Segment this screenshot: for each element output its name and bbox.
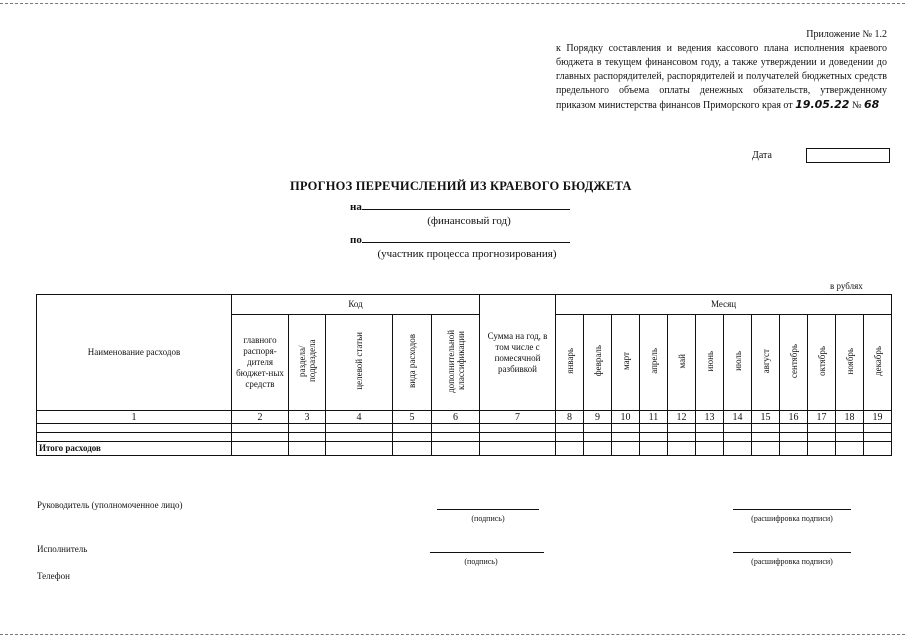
cell-empty[interactable] xyxy=(696,442,724,456)
cell-empty[interactable] xyxy=(640,442,668,456)
table-row xyxy=(37,424,892,433)
cell-empty[interactable] xyxy=(480,424,556,433)
col-num: 4 xyxy=(326,411,393,424)
header-month-apr xyxy=(640,315,668,411)
header-month-dec xyxy=(864,315,892,411)
col-num: 8 xyxy=(556,411,584,424)
cell-empty[interactable] xyxy=(668,433,696,442)
cell-empty[interactable] xyxy=(808,442,836,456)
cell-empty[interactable] xyxy=(864,433,892,442)
cell-empty[interactable] xyxy=(864,424,892,433)
cell-empty[interactable] xyxy=(393,424,432,433)
kod-section-text: раздела/ подраздела xyxy=(297,339,317,383)
handwritten-number: 68 xyxy=(863,98,880,111)
cell-empty[interactable] xyxy=(668,424,696,433)
col-num: 1 xyxy=(37,411,232,424)
handwritten-date: 19.05.22 xyxy=(795,98,850,111)
cell-empty[interactable] xyxy=(232,442,289,456)
col-num: 17 xyxy=(808,411,836,424)
cell-empty[interactable] xyxy=(326,424,393,433)
cell-empty[interactable] xyxy=(432,424,480,433)
cell-empty[interactable] xyxy=(836,424,864,433)
phone-label: Телефон xyxy=(37,571,70,581)
date-field[interactable] xyxy=(806,148,890,163)
head-label: Руководитель (уполномоченное лицо) xyxy=(37,500,183,510)
forecast-table xyxy=(36,294,892,456)
col-num: 9 xyxy=(584,411,612,424)
month-jul: июль xyxy=(732,351,743,371)
month-nov: ноябрь xyxy=(844,347,855,375)
cell-empty[interactable] xyxy=(752,442,780,456)
cell-empty[interactable] xyxy=(326,442,393,456)
cell-empty[interactable] xyxy=(640,433,668,442)
cell-empty[interactable] xyxy=(752,433,780,442)
month-feb: февраль xyxy=(592,345,603,377)
annex-body-text: к Порядку составления и ведения кассового плана исполнения краевого бюджета в текущем финансовом году, а также утверждении и доведении до главных распорядителей, распорядителей и получателей бюджетных средств предельного объема оплаты денежных обязательств, утвержденному приказом министерства финансов Приморского края от xyxy=(556,43,887,111)
cell-empty[interactable] xyxy=(864,442,892,456)
header-month-aug xyxy=(752,315,780,411)
year-prefix: на xyxy=(350,201,362,213)
total-label: Итого расходов xyxy=(37,442,232,456)
month-jan: январь xyxy=(564,348,575,374)
header-month: Месяц xyxy=(556,295,892,315)
header-month-mar xyxy=(612,315,640,411)
header-kod-type xyxy=(393,315,432,411)
month-apr: апрель xyxy=(648,348,659,374)
document-title: ПРОГНОЗ ПЕРЕЧИСЛЕНИЙ ИЗ КРАЕВОГО БЮДЖЕТА xyxy=(290,179,632,193)
header-kod-section xyxy=(289,315,326,411)
month-sep: сентябрь xyxy=(788,343,799,379)
executor-label: Исполнитель xyxy=(37,544,88,554)
cell-empty[interactable] xyxy=(37,433,232,442)
executor-signature-caption: (подпись) xyxy=(464,557,498,566)
kod-type-text: вида расходов xyxy=(407,334,417,388)
header-month-sep xyxy=(780,315,808,411)
date-label: Дата xyxy=(752,150,772,161)
month-jun: июнь xyxy=(704,350,715,372)
month-dec: декабрь xyxy=(872,346,883,376)
cell-empty[interactable] xyxy=(668,442,696,456)
cell-empty[interactable] xyxy=(612,424,640,433)
cell-empty[interactable] xyxy=(584,424,612,433)
year-caption: (финансовый год) xyxy=(427,215,511,227)
cell-empty[interactable] xyxy=(326,433,393,442)
unit-label: в рублях xyxy=(830,281,863,291)
col-num: 3 xyxy=(289,411,326,424)
col-num: 14 xyxy=(724,411,752,424)
cell-empty[interactable] xyxy=(232,424,289,433)
col-num: 19 xyxy=(864,411,892,424)
month-may: май xyxy=(676,353,687,369)
cell-empty[interactable] xyxy=(836,433,864,442)
month-oct: октябрь xyxy=(816,346,827,376)
month-aug: август xyxy=(760,348,771,374)
cell-empty[interactable] xyxy=(780,424,808,433)
cell-empty[interactable] xyxy=(724,442,752,456)
header-month-jun xyxy=(696,315,724,411)
scan-edge-bottom xyxy=(0,634,905,635)
col-num: 5 xyxy=(393,411,432,424)
cell-empty[interactable] xyxy=(289,442,326,456)
column-number-row xyxy=(37,411,892,424)
header-month-may xyxy=(668,315,696,411)
scan-edge-top xyxy=(0,3,905,4)
header-month-nov xyxy=(836,315,864,411)
executor-signature-line[interactable] xyxy=(430,552,544,553)
col-num: 11 xyxy=(640,411,668,424)
cell-empty[interactable] xyxy=(696,433,724,442)
table-row xyxy=(37,433,892,442)
cell-empty[interactable] xyxy=(612,442,640,456)
cell-empty[interactable] xyxy=(432,442,480,456)
col-num: 2 xyxy=(232,411,289,424)
cell-empty[interactable] xyxy=(556,433,584,442)
cell-empty[interactable] xyxy=(393,442,432,456)
col-num: 7 xyxy=(480,411,556,424)
cell-empty[interactable] xyxy=(724,424,752,433)
kod-extra-text: дополнительной классификации xyxy=(445,329,466,393)
cell-empty[interactable] xyxy=(780,442,808,456)
header-kod-main-manager: главного распоря-дителя бюджет-ных средств xyxy=(232,315,289,411)
header-kod: Код xyxy=(232,295,480,315)
annex-text xyxy=(556,42,887,113)
head-decode-caption: (расшифровка подписи) xyxy=(751,514,833,523)
cell-empty[interactable] xyxy=(432,433,480,442)
participant-line xyxy=(350,232,570,246)
cell-empty[interactable] xyxy=(612,433,640,442)
header-kod-extra xyxy=(432,315,480,411)
col-num: 13 xyxy=(696,411,724,424)
number-sign: № xyxy=(851,100,862,111)
cell-empty[interactable] xyxy=(556,424,584,433)
total-row xyxy=(37,442,892,456)
header-kod-target xyxy=(326,315,393,411)
participant-prefix: по xyxy=(350,234,362,246)
cell-empty[interactable] xyxy=(289,433,326,442)
month-mar: март xyxy=(620,352,631,370)
header-expense-name: Наименование расходов xyxy=(37,295,232,411)
header-month-jan xyxy=(556,315,584,411)
cell-empty[interactable] xyxy=(836,442,864,456)
annex-number: Приложение № 1.2 xyxy=(806,29,887,40)
head-signature-line[interactable] xyxy=(437,509,539,510)
col-num: 18 xyxy=(836,411,864,424)
header-month-feb xyxy=(584,315,612,411)
executor-decode-caption: (расшифровка подписи) xyxy=(751,557,833,566)
cell-empty[interactable] xyxy=(808,433,836,442)
cell-empty[interactable] xyxy=(480,433,556,442)
annex-block xyxy=(556,28,887,113)
cell-empty[interactable] xyxy=(584,433,612,442)
cell-empty[interactable] xyxy=(393,433,432,442)
cell-empty[interactable] xyxy=(752,424,780,433)
cell-empty[interactable] xyxy=(37,424,232,433)
cell-empty[interactable] xyxy=(556,442,584,456)
participant-caption: (участник процесса прогнозирования) xyxy=(377,248,557,260)
cell-empty[interactable] xyxy=(780,433,808,442)
header-month-oct xyxy=(808,315,836,411)
kod-target-text: целевой статьи xyxy=(354,332,364,390)
cell-empty[interactable] xyxy=(808,424,836,433)
cell-empty[interactable] xyxy=(724,433,752,442)
participant-field[interactable] xyxy=(362,232,570,243)
cell-empty[interactable] xyxy=(232,433,289,442)
cell-empty[interactable] xyxy=(480,442,556,456)
head-decode-line[interactable] xyxy=(733,509,851,510)
cell-empty[interactable] xyxy=(289,424,326,433)
col-num: 6 xyxy=(432,411,480,424)
col-num: 16 xyxy=(780,411,808,424)
cell-empty[interactable] xyxy=(696,424,724,433)
cell-empty[interactable] xyxy=(584,442,612,456)
head-signature-caption: (подпись) xyxy=(471,514,505,523)
header-sum: Сумма на год, в том числе с помесячной разбивкой xyxy=(480,295,556,411)
year-field[interactable] xyxy=(362,199,570,210)
year-line xyxy=(350,199,570,213)
col-num: 10 xyxy=(612,411,640,424)
executor-decode-line[interactable] xyxy=(733,552,851,553)
cell-empty[interactable] xyxy=(640,424,668,433)
col-num: 12 xyxy=(668,411,696,424)
col-num: 15 xyxy=(752,411,780,424)
header-month-jul xyxy=(724,315,752,411)
